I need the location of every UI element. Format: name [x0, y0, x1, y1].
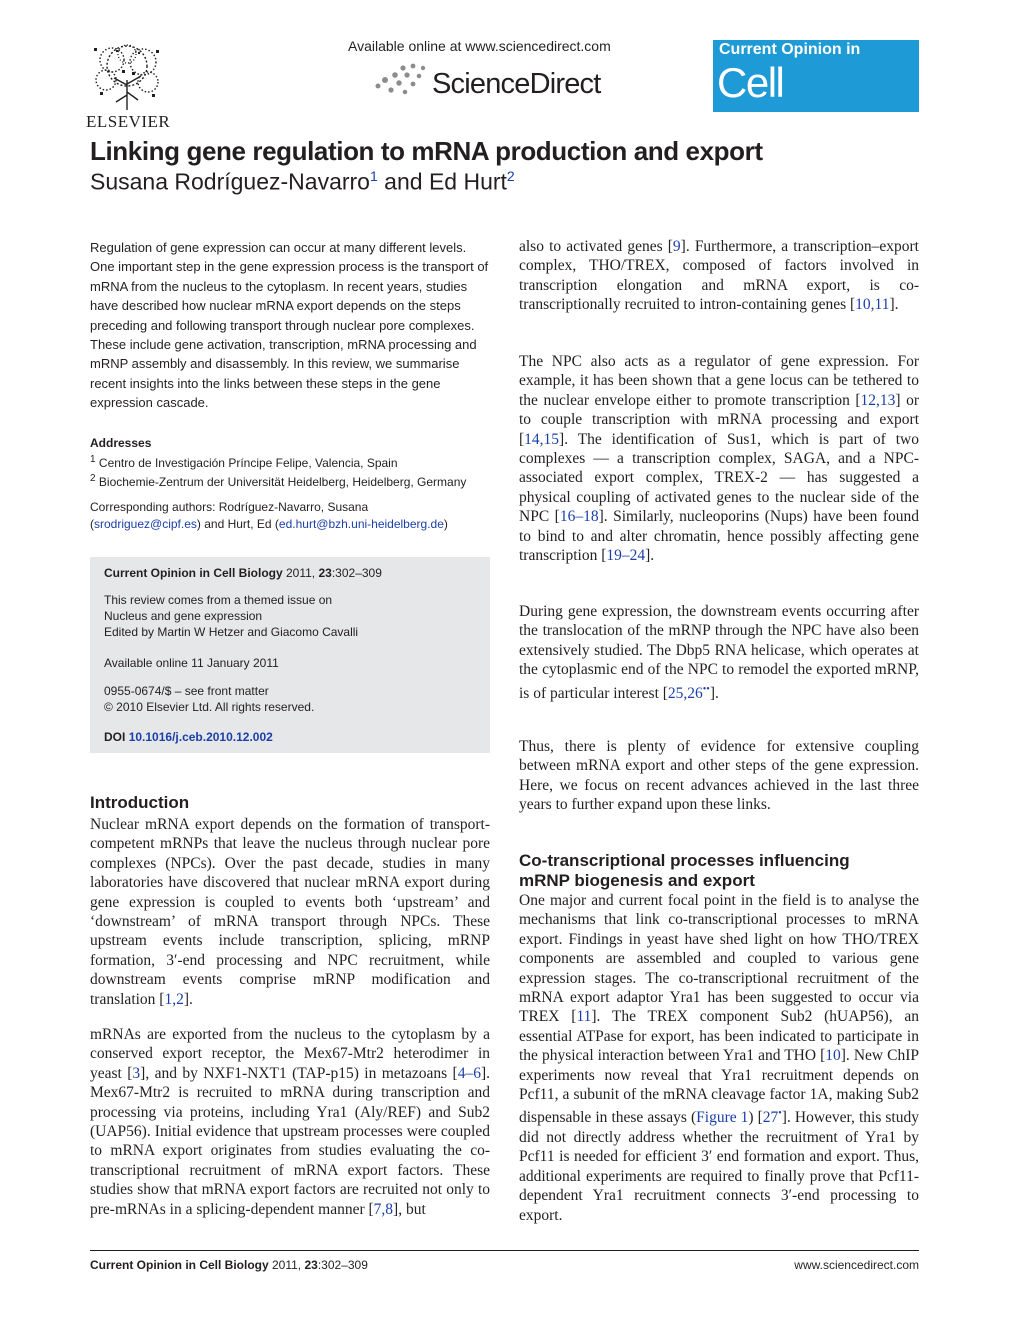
author-conjunction: and — [377, 168, 429, 195]
addresses-heading: Addresses — [90, 436, 152, 450]
paragraph: mRNAs are exported from the nucleus to the cytoplasm by a conserved export receptor, the Mex67-Mtr2 heterodimer in yeast [3], and by NXF1-NXT1 (TAP-p15) in metazoans [4–6]. Mex67-Mtr2 is recruited to mRNA during transcription and processing via proteins, including Yra1 (Aly/REF) and Sub2 (UAP56). Initial evidence that upstream processes were coupled to mRNA export originates from studies evaluating the co-transcriptional recruitment of mRNA export factors. These studies show that mRNA export factors are recruited not only to pre-mRNAs in a splicing-dependent manner [7,8], but — [90, 1026, 490, 1218]
doi-line: DOI 10.1016/j.ceb.2010.12.002 — [104, 730, 273, 744]
paragraph: also to activated genes [9]. Furthermore, a transcription–export complex, THO/TREX, composed of factors involved in transcription elongation and mRNA export, is co-transcriptionally recruited to intron-containing genes [10,11]. — [519, 238, 919, 314]
author-1-affiliation[interactable]: 1 — [369, 168, 378, 184]
citation-link[interactable]: 4–6 — [457, 1064, 481, 1082]
addresses — [90, 435, 500, 491]
footer-citation: Current Opinion in Cell Biology 2011, 23:302–309 — [90, 1258, 368, 1272]
sciencedirect-wordmark: ScienceDirect — [432, 68, 601, 100]
doi-link[interactable]: 10.1016/j.ceb.2010.12.002 — [128, 730, 273, 744]
copyright: © 2010 Elsevier Ltd. All rights reserved. — [104, 700, 315, 714]
theme-name: Nucleus and gene expression — [104, 609, 263, 623]
journal-logo-box — [713, 40, 919, 154]
footer-url[interactable]: www.sciencedirect.com — [794, 1258, 919, 1272]
available-online-text: Available online at www.sciencedirect.com — [348, 38, 611, 54]
citation-link[interactable]: 9 — [672, 238, 681, 255]
paragraph: One major and current focal point in the field is to analyse the mechanisms that link co-transcriptional processes to mRNA export. Findings in yeast have shed light on how THO/TREX components are assembled and coupled to various gene expression stages. The co-transcriptional recruitment of the mRNA export adaptor Yra1 has been suggested to occur via TREX [11]. The TREX component Sub2 (hUAP56), an essential ATPase for export, has been indicated to participate in the physical interaction between Yra1 and THO [10]. New ChIP experiments now reveal that Yra1 recruitment depends on Pcf11, a subunit of the mRNA cleavage factor 1A, making Sub2 dispensable in these assays (Figure 1) [27•]. However, this study did not directly address whether the recruitment of Yra1 by Pcf11 is needed for efficient 3′ end formation and export. Thus, additional experiments are required to finally prove that Pcf11-dependent Yra1 recruitment connects 3′-end processing to export. — [519, 892, 919, 1224]
publisher-name: ELSEVIER — [86, 112, 171, 131]
citation-link[interactable]: 25,26 — [667, 684, 703, 702]
corresponding-authors: Corresponding authors: Rodríguez-Navarro, Susana (srodriguez@cipf.es) and Hurt, Ed (ed.hurt@bzh.uni-heidelberg.de) — [90, 500, 448, 531]
sciencedirect-dots-icon — [373, 62, 429, 103]
citation-link[interactable]: 10,11 — [855, 296, 890, 314]
citation-link[interactable]: 1,2 — [164, 990, 184, 1008]
citation-link[interactable]: 27 — [762, 1109, 779, 1127]
email-link-1[interactable]: srodriguez@cipf.es — [94, 516, 197, 531]
paragraph: Thus, there is plenty of evidence for extensive coupling between mRNA export and other steps of the gene expression. Here, we focus on recent advances achieved in the last three years to further expand upon these links. — [519, 738, 919, 814]
citation-importance-mark: • — [778, 1108, 782, 1120]
citation-link[interactable]: 3 — [132, 1064, 141, 1082]
paragraph: Nuclear mRNA export depends on the formation of transport-competent mRNPs that leave the nucleus through nuclear pore complexes (NPCs). Over the past decade, studies in many laboratories have discovered that nuclear mRNA export during gene expression is coupled to events both ‘upstream’ and ‘downstream’ of mRNA transport through NPCs. These upstream events include transcription, splicing, mRNP formation, 3′-end processing and NPC recruitment, while downstream events comprise mRNP modification and translation [1,2]. — [90, 816, 490, 1008]
address-1: $^1$ Centro de Investigación Príncipe Felipe, Valencia, Spain — [90, 453, 398, 470]
address-2: $^2$ Biochemie-Zentrum der Universität Heidelberg, Heidelberg, Germany — [90, 473, 467, 489]
citation-link[interactable]: 11 — [576, 1008, 592, 1026]
author-1: Susana Rodríguez-Navarro — [90, 168, 370, 195]
citation-importance-mark: •• — [702, 683, 710, 695]
author-2: Ed Hurt — [428, 168, 507, 195]
email-link-2[interactable]: ed.hurt@bzh.uni-heidelberg.de — [278, 516, 444, 531]
paragraph: During gene expression, the downstream events occurring after the translocation of the mRNP through the NPC have also been extensively studied. The Dbp5 RNA helicase, which operates at the cytoplasmic end of the NPC to remodel the exported mRNP, is of particular interest [25,26••]. — [519, 603, 919, 702]
citation-link[interactable]: 7,8 — [373, 1200, 394, 1218]
article-title: Linking gene regulation to mRNA production and export — [90, 136, 763, 166]
section-heading-cotranscriptional: Co-transcriptional processes influencing mRNP biogenesis and export — [519, 851, 850, 890]
available-date: Available online 11 January 2011 — [104, 656, 279, 670]
paragraph: The NPC also acts as a regulator of gene expression. For example, it has been shown that a gene locus can be tethered to the nuclear envelope either to promote transcription [12,13] or to couple transcription with mRNA processing and export [14,15]. The identification of Sus1, which is part of two complexes — a transcription complex, SAGA, and a NPC-associated export complex, TREX-2 — has suggested a physical coupling of activated genes to the nuclear side of the NPC [16–18]. Similarly, nucleoporins (Nups) have been found to bind to and alter chromatin, hence possibly affecting gene transcription [19–24]. — [519, 353, 920, 565]
theme-editors: Edited by Martin W Hetzer and Giacomo Cavalli — [104, 625, 359, 639]
journal-logo-line2: Cell Biology — [717, 59, 845, 154]
citation-link[interactable]: 19–24 — [606, 547, 646, 565]
citation-line: Current Opinion in Cell Biology 2011, 23:302–309 — [104, 566, 382, 580]
article-info-box — [90, 557, 490, 753]
issn: 0955-0674/$ – see front matter — [104, 684, 269, 698]
citation-link[interactable]: 12,13 — [860, 391, 896, 409]
theme-intro: This review comes from a themed issue on — [104, 593, 333, 607]
citation-link[interactable]: 16–18 — [559, 508, 599, 526]
author-2-affiliation[interactable]: 2 — [506, 168, 515, 184]
figure-link[interactable]: Figure 1 — [696, 1109, 749, 1127]
article-authors — [90, 168, 515, 196]
citation-link[interactable]: 14,15 — [524, 430, 560, 448]
abstract: Regulation of gene expression can occur at many different levels. One important step in the gene expression process is the transport of mRNA from the nucleus to the cytoplasm. In recent years, studies have described how nuclear mRNA export depends on the steps preceding and following transport through nuclear pore complexes. These include gene activation, transcription, mRNA processing and mRNP assembly and disassembly. In this review, we summarise recent insights into the links between these steps in the gene expression cascade. — [90, 240, 489, 411]
footer-divider — [90, 1250, 919, 1251]
section-heading-introduction: Introduction — [90, 793, 190, 812]
citation-link[interactable]: 10 — [825, 1047, 841, 1065]
journal-logo-line1: Current Opinion in — [719, 41, 861, 58]
